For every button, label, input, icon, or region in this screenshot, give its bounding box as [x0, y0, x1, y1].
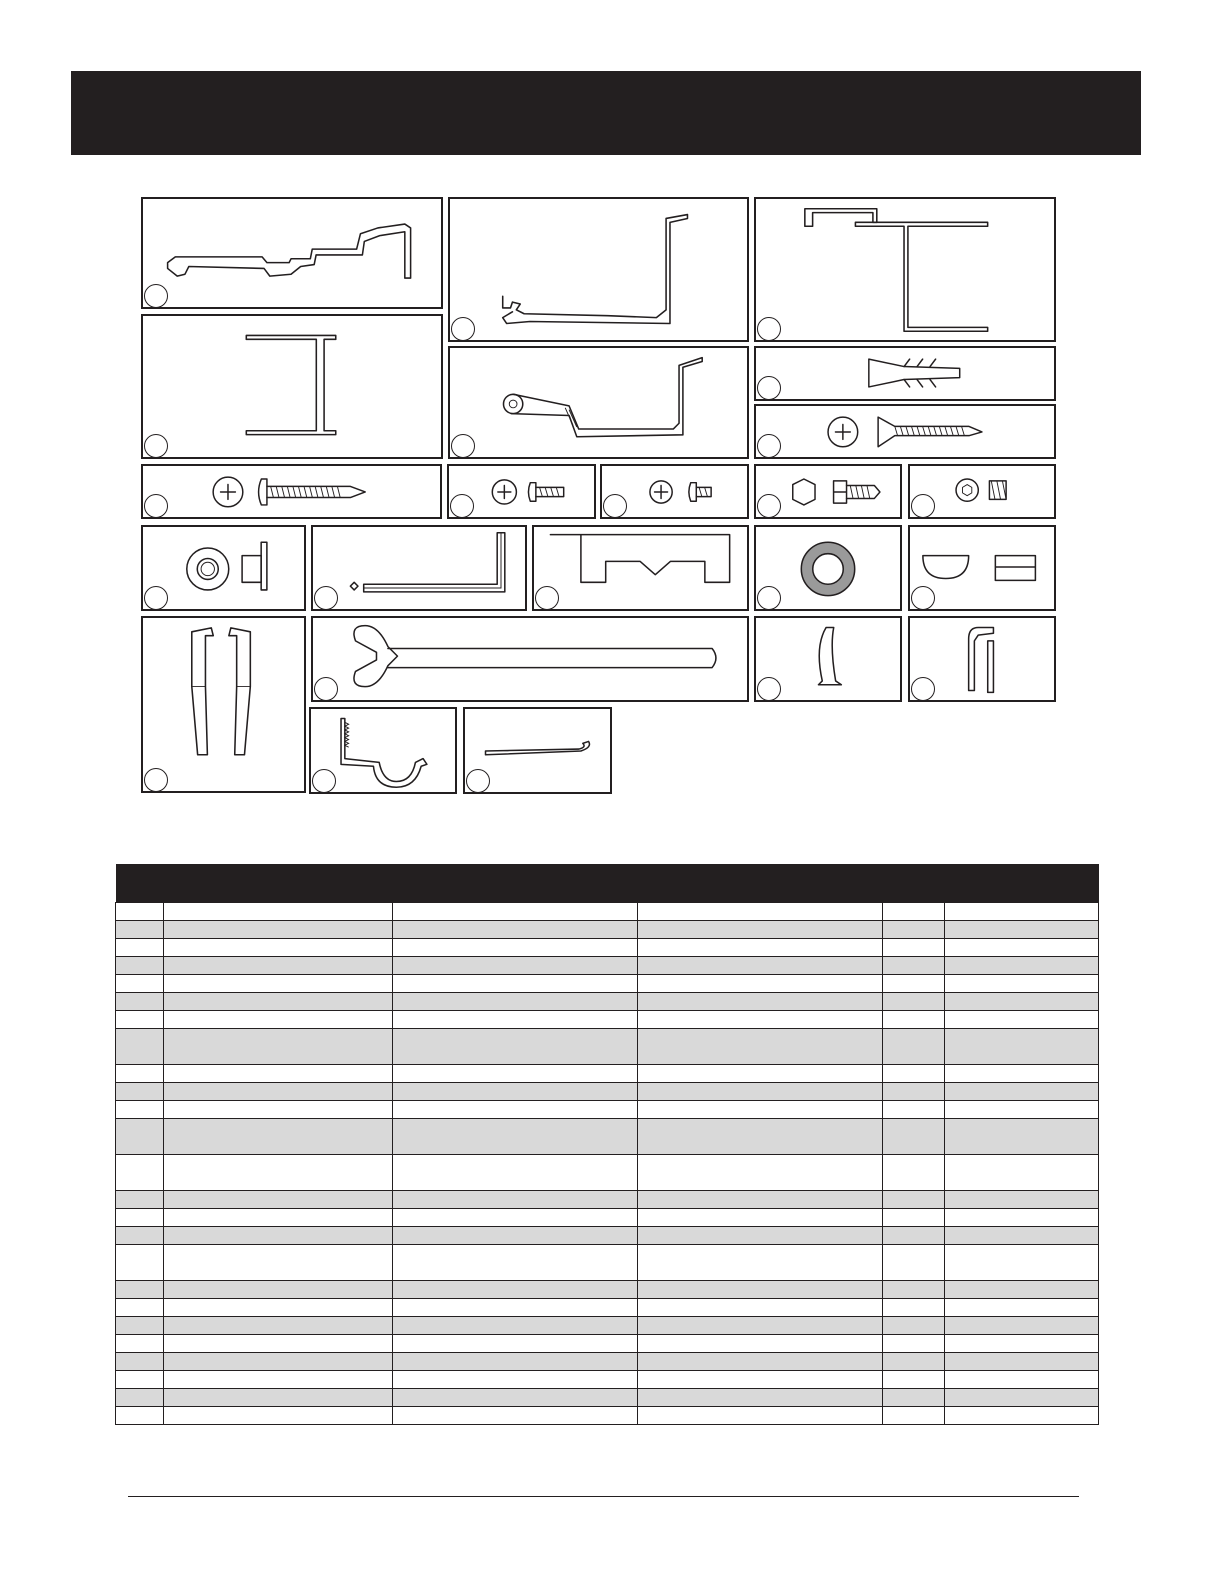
table-cell — [945, 1119, 1099, 1155]
table-cell — [945, 1281, 1099, 1299]
table-cell — [883, 1407, 945, 1425]
table-cell — [883, 903, 945, 921]
part-panel-11 — [754, 464, 902, 519]
pan-head-screw-icon — [143, 466, 440, 517]
part-panel-15 — [532, 525, 749, 611]
table-row — [116, 1065, 1099, 1083]
frame-profile-icon — [143, 199, 441, 307]
table-row — [116, 1299, 1099, 1317]
table-cell — [883, 1011, 945, 1029]
table-cell — [164, 1155, 393, 1191]
part-number-badge — [911, 586, 935, 610]
table-body — [116, 903, 1099, 1425]
table-cell — [393, 993, 638, 1011]
table-cell — [393, 1281, 638, 1299]
table-cell — [116, 1011, 164, 1029]
table-cell — [164, 1029, 393, 1065]
part-number-badge — [757, 376, 781, 400]
part-panel-17 — [908, 525, 1056, 611]
column-header — [638, 864, 883, 903]
table-cell — [164, 1389, 393, 1407]
table-row — [116, 1389, 1099, 1407]
part-number-badge — [535, 586, 559, 610]
table-cell — [164, 1317, 393, 1335]
allen-key-icon — [313, 527, 525, 609]
part-number-badge — [314, 586, 338, 610]
table-cell — [638, 1281, 883, 1299]
table-cell — [883, 1119, 945, 1155]
part-panel-7 — [754, 404, 1056, 459]
table-cell — [116, 1155, 164, 1191]
table-cell — [883, 993, 945, 1011]
table-cell — [164, 939, 393, 957]
table-cell — [393, 1353, 638, 1371]
table-cell — [393, 1101, 638, 1119]
table-cell — [393, 1407, 638, 1425]
table-cell — [883, 1353, 945, 1371]
table-cell — [393, 921, 638, 939]
table-header-row — [116, 864, 1099, 903]
table-cell — [945, 1317, 1099, 1335]
table-row — [116, 1227, 1099, 1245]
table-cell — [638, 1353, 883, 1371]
channel-bracket-icon — [450, 199, 747, 340]
table-cell — [393, 1011, 638, 1029]
table-cell — [945, 1407, 1099, 1425]
table-cell — [638, 1317, 883, 1335]
table-cell — [116, 903, 164, 921]
table-cell — [883, 1101, 945, 1119]
hinge-arm-icon — [450, 348, 747, 457]
table-cell — [945, 1227, 1099, 1245]
table-cell — [116, 1119, 164, 1155]
table-cell — [116, 1371, 164, 1389]
table-row — [116, 957, 1099, 975]
table-cell — [945, 1101, 1099, 1119]
table-row — [116, 993, 1099, 1011]
table-cell — [393, 957, 638, 975]
table-cell — [883, 1245, 945, 1281]
table-cell — [116, 1389, 164, 1407]
table-cell — [393, 1065, 638, 1083]
table-cell — [393, 1155, 638, 1191]
part-panel-20 — [754, 616, 902, 702]
table-cell — [638, 993, 883, 1011]
table-cell — [116, 1281, 164, 1299]
table-cell — [116, 1083, 164, 1101]
table-cell — [393, 1083, 638, 1101]
part-number-badge — [603, 494, 627, 518]
part-panel-6 — [754, 346, 1056, 401]
part-number-badge — [312, 769, 336, 793]
table-cell — [638, 1335, 883, 1353]
table-row — [116, 1317, 1099, 1335]
table-cell — [393, 1335, 638, 1353]
table-cell — [945, 1299, 1099, 1317]
table-cell — [945, 957, 1099, 975]
table-cell — [883, 1299, 945, 1317]
table-cell — [883, 1317, 945, 1335]
part-number-badge — [314, 677, 338, 701]
table-cell — [164, 1191, 393, 1209]
table-cell — [638, 1227, 883, 1245]
part-panel-16 — [754, 525, 902, 611]
clip-pair-icon — [143, 618, 304, 791]
table-cell — [945, 1191, 1099, 1209]
part-panel-18 — [141, 616, 306, 793]
part-number-badge — [144, 494, 168, 518]
wall-anchor-icon — [756, 348, 1054, 399]
parts-table — [115, 864, 1098, 1425]
table-cell — [393, 1245, 638, 1281]
part-panel-1 — [141, 197, 443, 309]
table-cell — [164, 1101, 393, 1119]
table-cell — [164, 1335, 393, 1353]
part-number-badge — [451, 317, 475, 341]
table-cell — [883, 1065, 945, 1083]
table-cell — [393, 975, 638, 993]
table-cell — [883, 1227, 945, 1245]
part-panel-19 — [311, 616, 749, 702]
part-number-badge — [757, 434, 781, 458]
table-cell — [164, 1407, 393, 1425]
part-number-badge — [757, 494, 781, 518]
table-cell — [393, 939, 638, 957]
table-cell — [116, 1209, 164, 1227]
part-panel-8 — [141, 464, 442, 519]
table-cell — [638, 1371, 883, 1389]
table-row — [116, 921, 1099, 939]
part-panel-14 — [311, 525, 527, 611]
table-cell — [116, 1353, 164, 1371]
column-header — [883, 864, 945, 903]
table-cell — [164, 921, 393, 939]
table-cell — [945, 939, 1099, 957]
table-cell — [116, 1299, 164, 1317]
table-cell — [945, 993, 1099, 1011]
table-cell — [164, 1209, 393, 1227]
table-cell — [883, 1191, 945, 1209]
table-cell — [883, 1335, 945, 1353]
track-profile-icon — [756, 199, 1054, 340]
table-cell — [116, 957, 164, 975]
table-cell — [116, 1335, 164, 1353]
part-number-badge — [144, 586, 168, 610]
part-number-badge — [144, 434, 168, 458]
part-panel-3 — [754, 197, 1056, 342]
part-number-badge — [911, 677, 935, 701]
part-panel-23 — [463, 707, 612, 794]
part-panel-2 — [448, 197, 749, 342]
table-cell — [883, 975, 945, 993]
part-number-badge — [466, 769, 490, 793]
table-cell — [638, 1389, 883, 1407]
table-cell — [945, 1155, 1099, 1191]
part-number-badge — [757, 677, 781, 701]
table-cell — [116, 939, 164, 957]
table-cell — [164, 1281, 393, 1299]
part-panel-12 — [908, 464, 1056, 519]
table-cell — [164, 957, 393, 975]
table-cell — [164, 1119, 393, 1155]
countersunk-screw-icon — [756, 406, 1054, 457]
table-cell — [164, 1245, 393, 1281]
table-cell — [638, 1299, 883, 1317]
table-cell — [638, 1191, 883, 1209]
table-cell — [116, 1101, 164, 1119]
table-cell — [945, 1389, 1099, 1407]
table-cell — [164, 1011, 393, 1029]
table-cell — [393, 1389, 638, 1407]
table-cell — [393, 1299, 638, 1317]
notched-gasket-icon — [534, 527, 747, 609]
table-cell — [116, 1317, 164, 1335]
table-cell — [883, 1389, 945, 1407]
table-cell — [638, 1245, 883, 1281]
table-cell — [638, 1407, 883, 1425]
table-cell — [393, 1191, 638, 1209]
part-panel-21 — [908, 616, 1056, 702]
table-row — [116, 1101, 1099, 1119]
table-row — [116, 1335, 1099, 1353]
part-number-badge — [757, 586, 781, 610]
table-row — [116, 1245, 1099, 1281]
footer-rule — [128, 1496, 1079, 1497]
part-number-badge — [144, 284, 168, 308]
table-cell — [116, 1029, 164, 1065]
table-cell — [945, 975, 1099, 993]
part-panel-9 — [447, 464, 596, 519]
table-row — [116, 1011, 1099, 1029]
table-cell — [883, 1371, 945, 1389]
table-row — [116, 1209, 1099, 1227]
table-cell — [164, 1299, 393, 1317]
table-cell — [945, 1065, 1099, 1083]
i-beam-profile-icon — [143, 316, 441, 457]
table-cell — [164, 993, 393, 1011]
table-cell — [164, 1353, 393, 1371]
table-row — [116, 1155, 1099, 1191]
table-cell — [945, 1371, 1099, 1389]
table-cell — [393, 903, 638, 921]
part-panel-13 — [141, 525, 306, 611]
table-cell — [393, 1317, 638, 1335]
column-header — [945, 864, 1099, 903]
part-panel-5 — [448, 346, 749, 459]
table-cell — [164, 1083, 393, 1101]
table-row — [116, 1371, 1099, 1389]
table-cell — [164, 1227, 393, 1245]
table-row — [116, 1407, 1099, 1425]
table-cell — [945, 1335, 1099, 1353]
table-row — [116, 1353, 1099, 1371]
table-cell — [393, 1371, 638, 1389]
table-row — [116, 1083, 1099, 1101]
table-cell — [883, 1281, 945, 1299]
column-header — [164, 864, 393, 903]
table-cell — [883, 921, 945, 939]
table-cell — [638, 1011, 883, 1029]
table-cell — [945, 921, 1099, 939]
table-cell — [116, 1245, 164, 1281]
column-header — [116, 864, 164, 903]
table-cell — [164, 975, 393, 993]
table-cell — [116, 975, 164, 993]
table-cell — [638, 957, 883, 975]
column-header — [393, 864, 638, 903]
part-number-badge — [451, 434, 475, 458]
table-cell — [945, 1209, 1099, 1227]
table-cell — [116, 993, 164, 1011]
table-cell — [945, 1245, 1099, 1281]
table-cell — [638, 1083, 883, 1101]
table-row — [116, 1191, 1099, 1209]
table-row — [116, 1281, 1099, 1299]
table-cell — [393, 1209, 638, 1227]
table-cell — [638, 1101, 883, 1119]
table-cell — [116, 921, 164, 939]
part-panel-22 — [309, 707, 457, 794]
part-number-badge — [911, 494, 935, 518]
table-cell — [638, 1029, 883, 1065]
table-cell — [116, 1191, 164, 1209]
part-panel-10 — [600, 464, 749, 519]
table-cell — [638, 939, 883, 957]
table-cell — [883, 1209, 945, 1227]
table-cell — [638, 1119, 883, 1155]
table-cell — [883, 1029, 945, 1065]
table-cell — [638, 1209, 883, 1227]
table-cell — [638, 903, 883, 921]
table-cell — [393, 1029, 638, 1065]
table-cell — [638, 1065, 883, 1083]
header-bar — [71, 71, 1141, 155]
table-row — [116, 1119, 1099, 1155]
table-row — [116, 1029, 1099, 1065]
table-cell — [393, 1119, 638, 1155]
table-cell — [116, 1407, 164, 1425]
table-cell — [945, 1353, 1099, 1371]
table-cell — [883, 1155, 945, 1191]
table-cell — [945, 1011, 1099, 1029]
table-cell — [164, 1065, 393, 1083]
table-cell — [116, 1227, 164, 1245]
table-cell — [393, 1227, 638, 1245]
table-cell — [883, 939, 945, 957]
table-cell — [945, 1029, 1099, 1065]
table-row — [116, 903, 1099, 921]
table-cell — [883, 957, 945, 975]
table-cell — [638, 921, 883, 939]
table-cell — [116, 1065, 164, 1083]
part-number-badge — [144, 768, 168, 792]
table-cell — [164, 903, 393, 921]
table-cell — [638, 1155, 883, 1191]
part-panel-4 — [141, 314, 443, 459]
table-cell — [883, 1083, 945, 1101]
table-cell — [638, 975, 883, 993]
spanner-wrench-icon — [313, 618, 747, 700]
table-cell — [945, 903, 1099, 921]
part-number-badge — [757, 317, 781, 341]
table-row — [116, 939, 1099, 957]
table-cell — [945, 1083, 1099, 1101]
table-cell — [164, 1371, 393, 1389]
part-number-badge — [450, 494, 474, 518]
table-row — [116, 975, 1099, 993]
